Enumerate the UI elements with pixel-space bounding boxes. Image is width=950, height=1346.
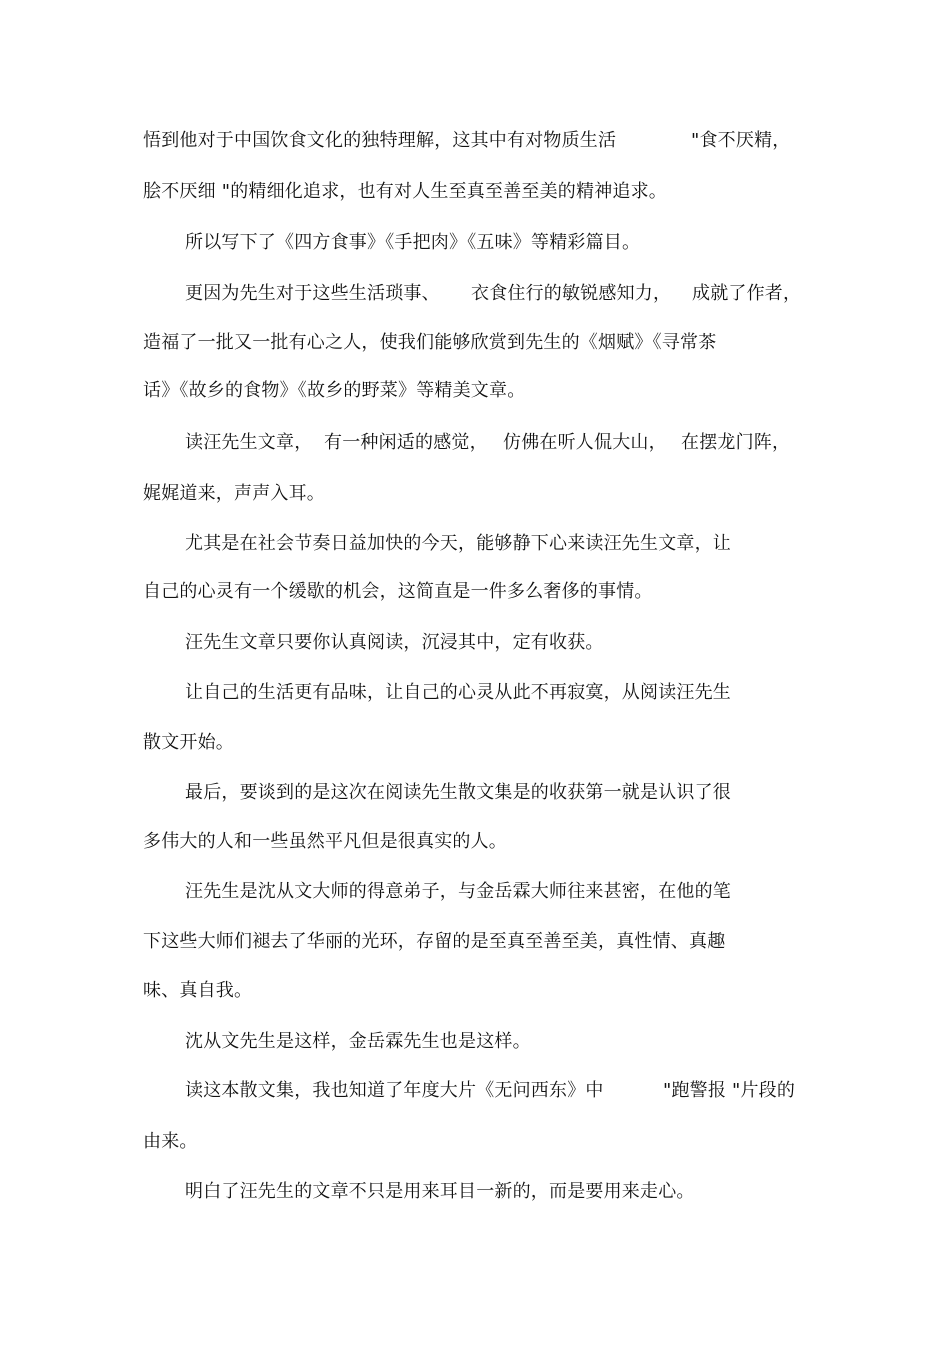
text-segment: 有一种闲适的感觉， [324,432,488,453]
text-segment: 仿佛在听人侃大山， [503,432,667,453]
text-segment: 明白了汪先生的文章不只是用来耳目一新的，而是要用来走心。 [185,1181,695,1202]
text-segment: 所以写下了《四方食事》《手把肉》《五味》等精彩篇目。 [185,232,641,253]
text-segment: 多伟大的人和一些虽然平凡但是很真实的人。 [143,831,507,852]
text-segment: 最后，要谈到的是这次在阅读先生散文集是的收获第一就是认识了很 [185,782,731,803]
text-segment: "跑警报 "片段的 [663,1080,796,1101]
text-segment: 在摆龙门阵， [681,432,791,453]
text-segment: 味、真自我。 [143,980,253,1001]
text-segment: 更因为先生对于这些生活琐事、 [185,283,440,304]
text-segment: 汪先生文章只要你认真阅读，沉浸其中，定有收获。 [185,632,604,653]
text-segment: 衣食住行的敏锐感知力， [471,283,672,304]
text-segment: 读汪先生文章， [185,432,313,453]
text-segment: 由来。 [143,1131,198,1152]
text-segment: 造福了一批又一批有心之人，使我们能够欣赏到先生的《烟赋》《寻常茶 [143,332,717,353]
text-segment: 脍不厌细 "的精细化追求，也有对人生至真至善至美的精神追求。 [143,181,667,202]
text-segment: 成就了作者， [692,283,802,304]
text-segment: 娓娓道来，声声入耳。 [143,483,325,504]
text-segment: 汪先生是沈从文大师的得意弟子，与金岳霖大师往来甚密，在他的笔 [185,881,731,902]
text-segment: 读这本散文集，我也知道了年度大片《无问西东》中 [185,1080,604,1101]
text-segment: 让自己的生活更有品味，让自己的心灵从此不再寂寞，从阅读汪先生 [185,682,731,703]
text-segment: 自己的心灵有一个缓歇的机会，这简直是一件多么奢侈的事情。 [143,581,653,602]
text-segment: 话》《故乡的食物》《故乡的野菜》等精美文章。 [143,380,526,401]
text-segment: 下这些大师们褪去了华丽的光环，存留的是至真至善至美，真性情、真趣 [143,931,726,952]
text-segment: "食不厌精， [691,130,791,151]
text-segment: 散文开始。 [143,732,234,753]
text-segment: 悟到他对于中国饮食文化的独特理解，这其中有对物质生活 [143,130,617,151]
text-segment: 沈从文先生是这样，金岳霖先生也是这样。 [185,1031,531,1052]
text-segment: 尤其是在社会节奏日益加快的今天，能够静下心来读汪先生文章，让 [185,533,731,554]
